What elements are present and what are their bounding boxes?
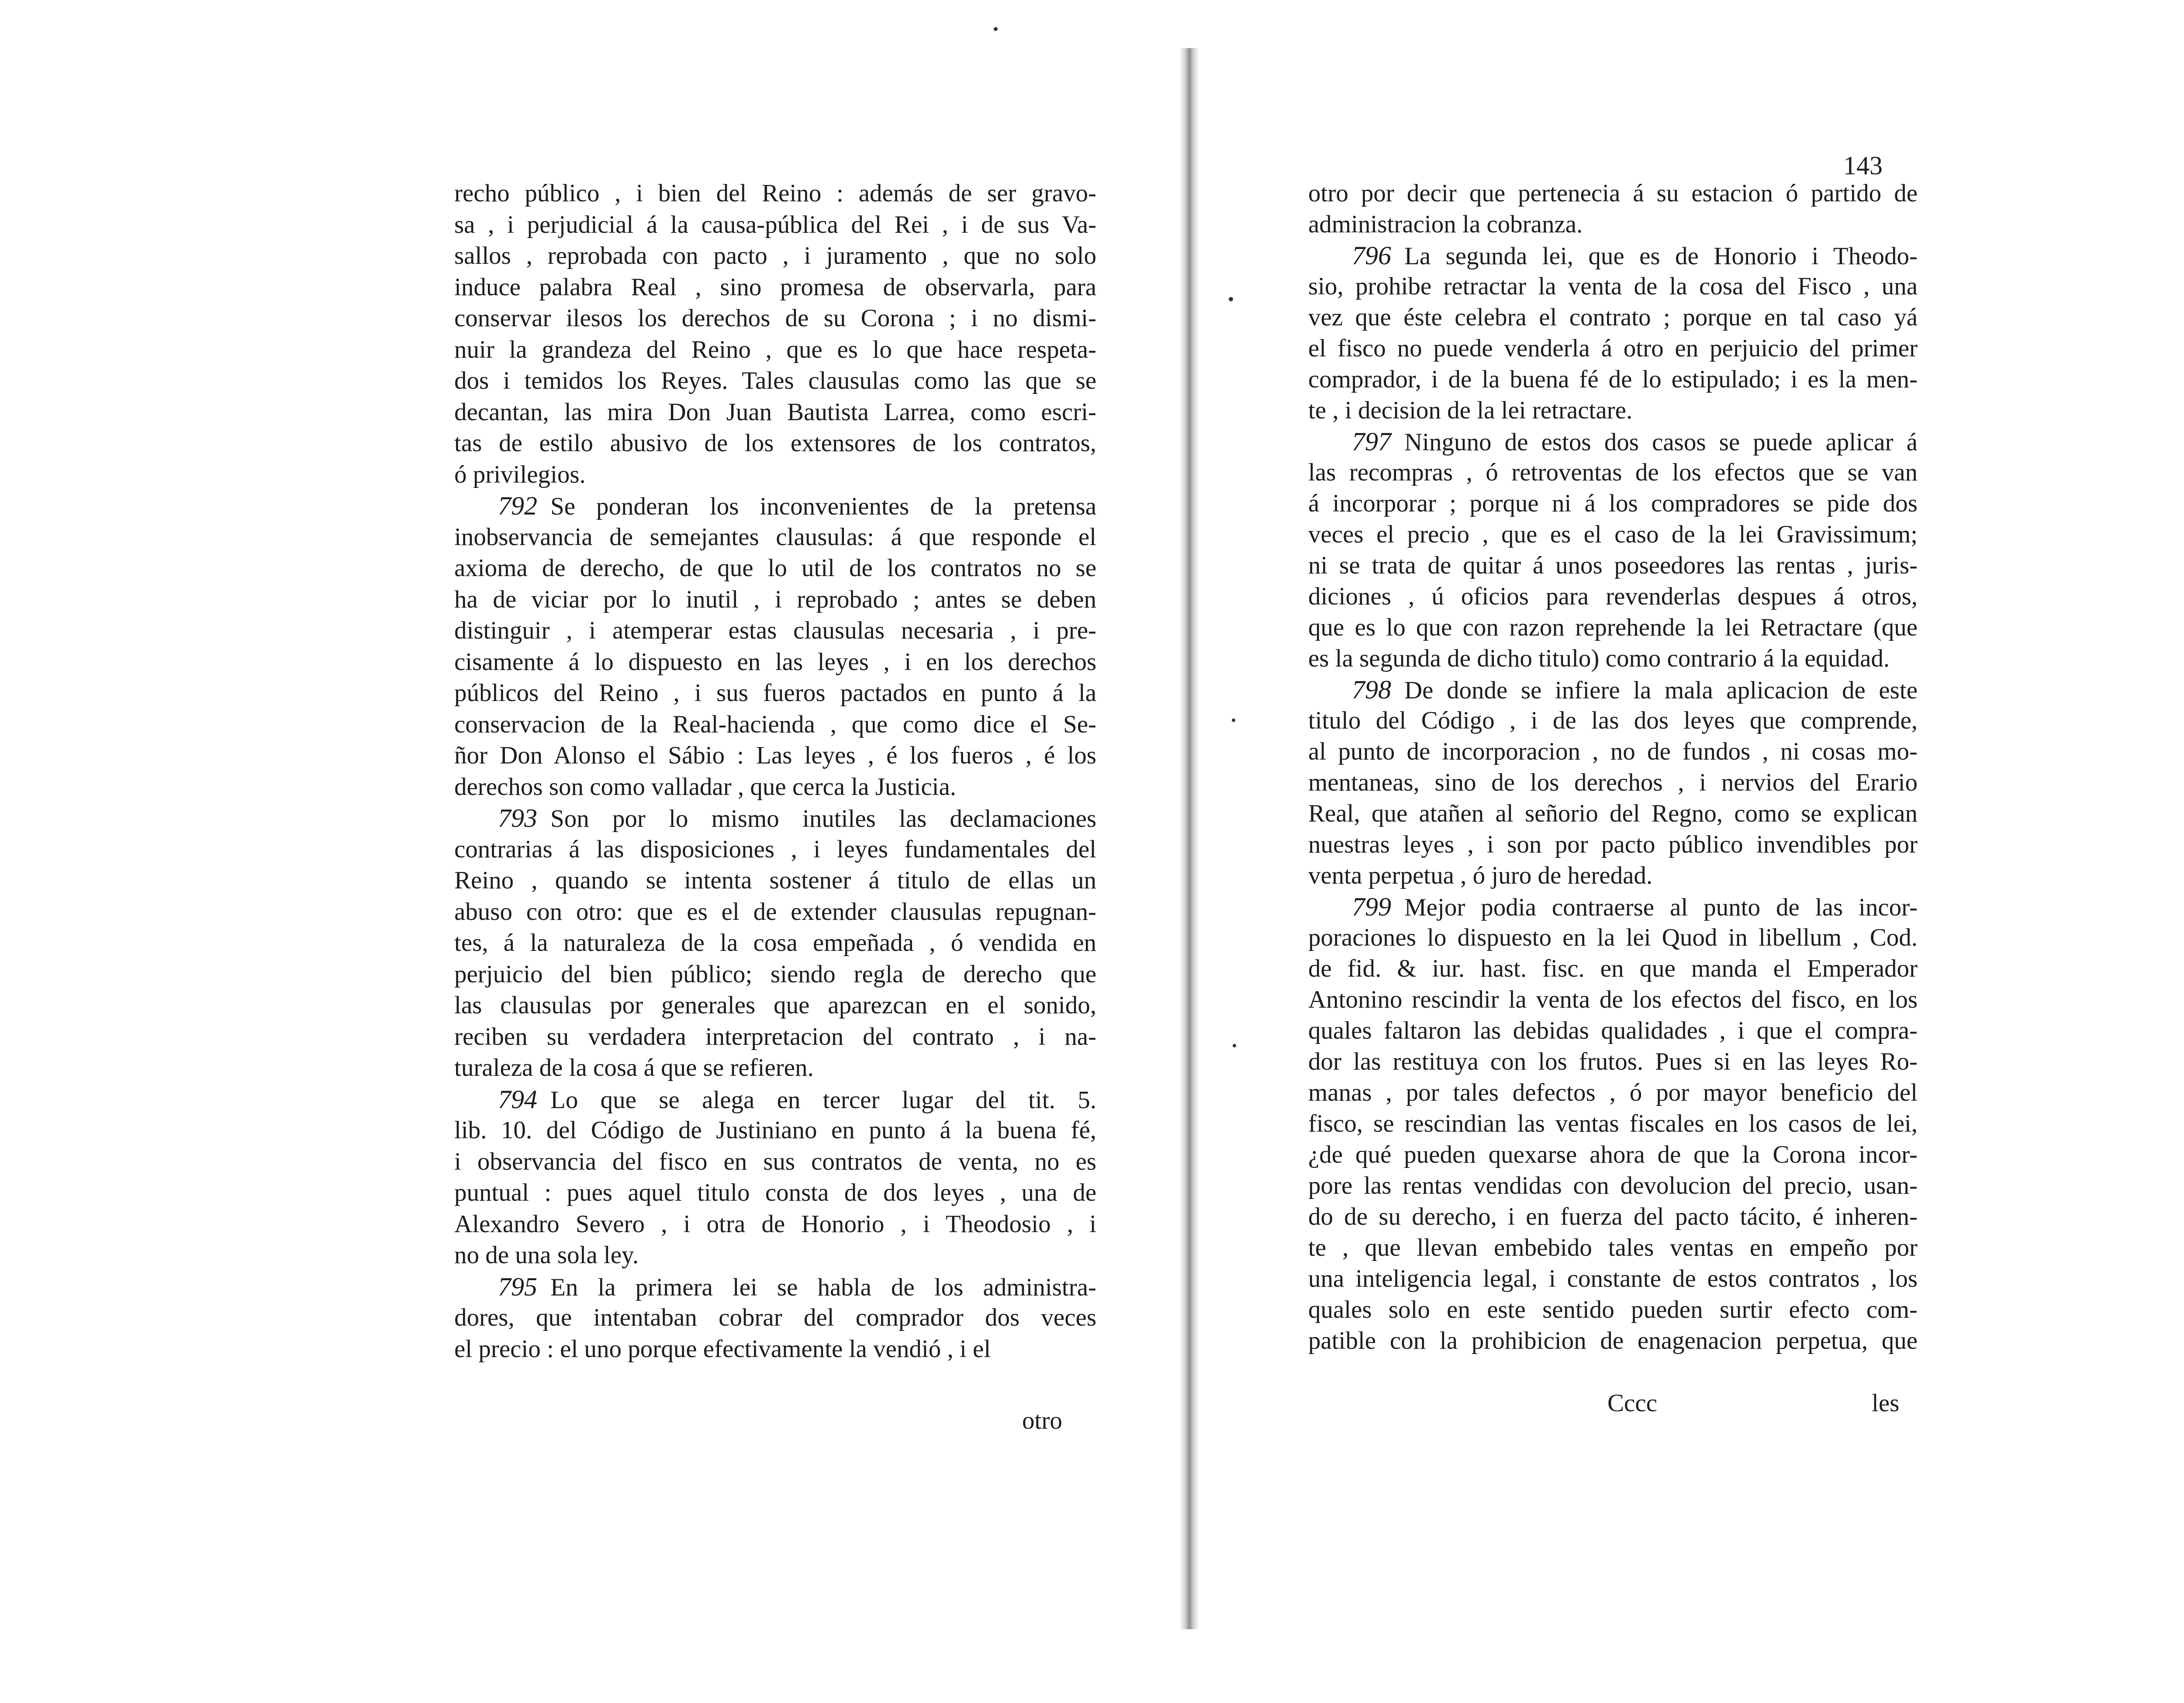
- line-text: quales faltaron las debidas qualidades , i que el compra-: [1308, 1017, 1918, 1044]
- text-line: [1308, 706, 1918, 735]
- text-line: [1308, 985, 1918, 1014]
- text-line: [1308, 1140, 1918, 1169]
- line-text: Mejor podia contraerse al punto de las incor-: [1404, 894, 1918, 921]
- line-text: el fisco no puede venderla á otro en perjuicio del primer: [1308, 335, 1918, 362]
- line-text: públicos del Reino , i sus fueros pactados en punto á la: [454, 679, 1096, 707]
- line-text: ni se trata de quitar á unos poseedores las rentas , juris-: [1308, 552, 1918, 579]
- line-text: turaleza de la cosa á que se refieren.: [454, 1054, 814, 1081]
- text-line: [454, 835, 1096, 864]
- line-text: Antonino rescindir la venta de los efectos del fisco, en los: [1308, 986, 1918, 1013]
- text-line: [454, 1303, 1096, 1332]
- line-text: sio, prohibe retractar la venta de la cosa del Fisco , una: [1308, 273, 1918, 300]
- paragraph-number: 796: [1352, 241, 1391, 270]
- text-line: [454, 648, 1096, 677]
- line-text: pore las rentas vendidas con devolucion del precio, usan-: [1308, 1172, 1918, 1199]
- line-text: Ninguno de estos dos casos se puede aplicar á: [1404, 428, 1918, 456]
- text-line: [454, 554, 1096, 583]
- paragraph-number: 799: [1352, 892, 1391, 921]
- text-line: [1308, 613, 1918, 642]
- line-text: abuso con otro: que es el de extender clausulas repugnan-: [454, 898, 1096, 926]
- paragraph-number: 793: [498, 804, 537, 833]
- text-line: [1308, 1047, 1918, 1076]
- line-text: Real, que atañen al señorio del Regno, como se explican: [1308, 800, 1918, 827]
- line-text: las recompras , ó retroventas de los efectos que se van: [1308, 459, 1918, 486]
- text-line: [454, 398, 1096, 427]
- line-text: La segunda lei, que es de Honorio i Theodo-: [1404, 242, 1918, 270]
- line-text: i observancia del fisco en sus contratos de venta, no es: [454, 1147, 1096, 1175]
- line-text: comprador, i de la buena fé de lo estipulado; i es la men-: [1308, 366, 1918, 393]
- text-line: [454, 960, 1096, 989]
- text-line: [454, 1116, 1096, 1145]
- text-line: [1308, 396, 1918, 425]
- line-text: do de su derecho, i en fuerza del pacto tácito, é inheren-: [1308, 1203, 1918, 1230]
- line-text: veces el precio , que es el caso de la lei Gravissimum;: [1308, 521, 1918, 548]
- line-text: induce palabra Real , sino promesa de observarla, para: [454, 273, 1096, 301]
- text-line: [454, 1085, 1096, 1114]
- text-line: [454, 616, 1096, 645]
- line-text: ñor Don Alonso el Sábio : Las leyes , é los fueros , é los: [454, 742, 1096, 769]
- text-line: [454, 804, 1096, 833]
- text-line: [454, 211, 1096, 239]
- text-line: [454, 1022, 1096, 1051]
- text-line: [1308, 954, 1918, 983]
- line-text: al punto de incorporacion , no de fundos , ni cosas mo-: [1308, 738, 1918, 765]
- text-line: [454, 273, 1096, 302]
- line-text: una inteligencia legal, i constante de estos contratos , los: [1308, 1265, 1918, 1292]
- line-text: decantan, las mira Don Juan Bautista Larrea, como escri-: [454, 398, 1096, 426]
- text-line: [454, 1335, 1096, 1364]
- line-text: á incorporar ; porque ni á los compradores se pide dos: [1308, 490, 1918, 517]
- text-line: [1308, 582, 1918, 611]
- text-line: [1308, 427, 1918, 456]
- line-text: De donde se infiere la mala aplicacion de este: [1404, 677, 1918, 704]
- line-text: contrarias á las disposiciones , i leyes fundamentales del: [454, 835, 1096, 863]
- signature-mark: Cccc: [1607, 1389, 1657, 1417]
- text-line: [1308, 768, 1918, 797]
- line-text: dor las restituya con los frutos. Pues si en las leyes Ro-: [1308, 1048, 1918, 1075]
- line-text: venta perpetua , ó juro de heredad.: [1308, 862, 1653, 889]
- text-line: [1308, 1202, 1918, 1231]
- text-line: [1308, 861, 1918, 890]
- text-line: [454, 1178, 1096, 1207]
- text-line: [454, 991, 1096, 1020]
- text-line: [1308, 923, 1918, 952]
- text-line: [1308, 737, 1918, 766]
- line-text: perjuicio del bien público; siendo regla de derecho que: [454, 960, 1096, 988]
- line-text: puntual : pues aquel titulo consta de dos leyes , una de: [454, 1179, 1096, 1206]
- line-text: administracion la cobranza.: [1308, 211, 1583, 238]
- line-text: es la segunda de dicho titulo) como contrario á la equidad.: [1308, 645, 1890, 672]
- line-text: Son por lo mismo inutiles las declamaciones: [550, 805, 1096, 833]
- text-line: [454, 460, 1096, 489]
- line-text: de fid. & iur. hast. fisc. en que manda el Emperador: [1308, 955, 1918, 982]
- line-text: patible con la prohibicion de enagenacion perpetua, que: [1308, 1327, 1918, 1354]
- paragraph-number: 798: [1352, 675, 1391, 704]
- line-text: fisco, se rescindian las ventas fiscales en los casos de lei,: [1308, 1110, 1918, 1137]
- line-text: otro por decir que pertenecia á su estacion ó partido de: [1308, 180, 1918, 207]
- ink-speck: [1233, 1044, 1236, 1047]
- text-line: [454, 1241, 1096, 1270]
- text-line: [1308, 1078, 1918, 1107]
- text-line: [454, 242, 1096, 270]
- line-text: poraciones lo dispuesto en la lei Quod in libellum , Cod.: [1308, 924, 1918, 951]
- line-text: ha de viciar por lo inutil , i reprobado ; antes se deben: [454, 585, 1096, 613]
- line-text: sallos , reprobada con pacto , i juramento , que no solo: [454, 242, 1096, 269]
- text-line: [454, 1272, 1096, 1301]
- text-line: [454, 741, 1096, 770]
- paragraph-number: 797: [1352, 427, 1391, 456]
- line-text: Se ponderan los inconvenientes de la pretensa: [550, 493, 1096, 520]
- line-text: manas , por tales defectos , ó por mayor beneficio del: [1308, 1079, 1918, 1106]
- line-text: tas de estilo abusivo de los extensores de los contratos,: [454, 429, 1096, 457]
- text-line: [454, 585, 1096, 614]
- line-text: sa , i perjudicial á la causa-pública del Rei , i de sus Va-: [454, 211, 1096, 238]
- line-text: axioma de derecho, de que lo util de los contratos no se: [454, 554, 1096, 582]
- line-text: Reino , quando se intenta sostener á titulo de ellas un: [454, 867, 1096, 894]
- line-text: inobservancia de semejantes clausulas: á que responde el: [454, 523, 1096, 551]
- text-line: [1308, 210, 1918, 239]
- text-line: [1308, 1264, 1918, 1293]
- paragraph-number: 794: [498, 1085, 537, 1114]
- text-line: [454, 491, 1096, 520]
- text-line: [1308, 1016, 1918, 1045]
- right-catchword: les: [1872, 1389, 1900, 1417]
- left-catchword: otro: [1022, 1407, 1062, 1434]
- line-text: nuir la grandeza del Reino , que es lo que hace respeta-: [454, 335, 1096, 363]
- paragraph-number: 795: [498, 1272, 537, 1301]
- text-line: [1308, 675, 1918, 704]
- line-text: conservacion de la Real-hacienda , que como dice el Se-: [454, 710, 1096, 738]
- line-text: diciones , ú oficios para revenderlas despues á otros,: [1308, 583, 1918, 610]
- line-text: dos i temidos los Reyes. Tales clausulas como las que se: [454, 367, 1096, 394]
- line-text: nuestras leyes , i son por pacto público invendibles por: [1308, 831, 1918, 858]
- book-gutter: [1179, 48, 1199, 1629]
- line-text: las clausulas por generales que aparezcan en el sonido,: [454, 991, 1096, 1019]
- text-line: [1308, 830, 1918, 859]
- text-line: [1308, 1171, 1918, 1200]
- text-line: [454, 866, 1096, 895]
- line-text: distinguir , i atemperar estas clausulas necesaria , i pre-: [454, 617, 1096, 644]
- text-line: [1308, 303, 1918, 332]
- text-line: [454, 710, 1096, 739]
- text-line: [1308, 365, 1918, 394]
- text-line: [1308, 334, 1918, 363]
- text-line: [454, 773, 1096, 801]
- line-text: Alexandro Severo , i otra de Honorio , i Theodosio , i: [454, 1210, 1096, 1238]
- text-line: [1308, 241, 1918, 270]
- text-line: [454, 1147, 1096, 1176]
- text-line: [1308, 1295, 1918, 1324]
- line-text: no de una sola ley.: [454, 1241, 639, 1269]
- text-line: [454, 929, 1096, 957]
- text-line: [1308, 1233, 1918, 1262]
- line-text: titulo del Código , i de las dos leyes que comprende,: [1308, 707, 1918, 734]
- line-text: ¿de qué pueden quexarse ahora de que la Corona incor-: [1308, 1141, 1918, 1168]
- line-text: reciben su verdadera interpretacion del contrato , i na-: [454, 1022, 1096, 1050]
- text-line: [454, 898, 1096, 926]
- line-text: dores, que intentaban cobrar del comprador dos veces: [454, 1304, 1096, 1331]
- line-text: conservar ilesos los derechos de su Corona ; i no dismi-: [454, 304, 1096, 332]
- text-line: [454, 1054, 1096, 1082]
- line-text: te , que llevan embebido tales ventas en empeño por: [1308, 1234, 1918, 1261]
- line-text: ó privilegios.: [454, 460, 586, 488]
- paragraph-number: 792: [498, 491, 537, 520]
- line-text: el precio : el uno porque efectivamente la vendió , i el: [454, 1335, 991, 1363]
- line-text: Lo que se alega en tercer lugar del tit. 5.: [550, 1086, 1096, 1114]
- text-line: [1308, 520, 1918, 549]
- line-text: tes, á la naturaleza de la cosa empeñada , ó vendida en: [454, 929, 1096, 957]
- text-line: [1308, 272, 1918, 301]
- text-line: [1308, 1326, 1918, 1355]
- text-line: [454, 429, 1096, 458]
- ink-speck: [1229, 297, 1233, 301]
- line-text: lib. 10. del Código de Justiniano en punto á la buena fé,: [454, 1116, 1096, 1144]
- text-line: [454, 1210, 1096, 1239]
- text-line: [1308, 892, 1918, 921]
- ink-speck: [1232, 719, 1235, 722]
- text-line: [1308, 179, 1918, 208]
- text-line: [454, 179, 1096, 208]
- page-number: 143: [1843, 151, 1883, 180]
- text-line: [1308, 458, 1918, 487]
- line-text: derechos son como valladar , que cerca la Justicia.: [454, 773, 957, 801]
- text-line: [1308, 551, 1918, 580]
- text-line: [454, 679, 1096, 708]
- text-line: [1308, 799, 1918, 828]
- line-text: En la primera lei se habla de los administra-: [550, 1273, 1096, 1301]
- line-text: quales solo en este sentido pueden surtir efecto com-: [1308, 1296, 1918, 1323]
- text-line: [454, 366, 1096, 395]
- line-text: cisamente á lo dispuesto en las leyes , i en los derechos: [454, 648, 1096, 676]
- text-line: [1308, 1109, 1918, 1138]
- ink-speck: [994, 27, 998, 31]
- line-text: te , i decision de la lei retractare.: [1308, 397, 1633, 424]
- text-line: [454, 304, 1096, 333]
- line-text: recho público , i bien del Reino : además de ser gravo-: [454, 180, 1096, 207]
- line-text: que es lo que con razon reprehende la lei Retractare (que: [1308, 614, 1918, 641]
- text-line: [1308, 489, 1918, 518]
- text-line: [1308, 644, 1918, 673]
- text-line: [454, 523, 1096, 552]
- line-text: vez que éste celebra el contrato ; porque en tal caso yá: [1308, 304, 1918, 331]
- line-text: mentaneas, sino de los derechos , i nervios del Erario: [1308, 769, 1918, 796]
- text-line: [454, 335, 1096, 364]
